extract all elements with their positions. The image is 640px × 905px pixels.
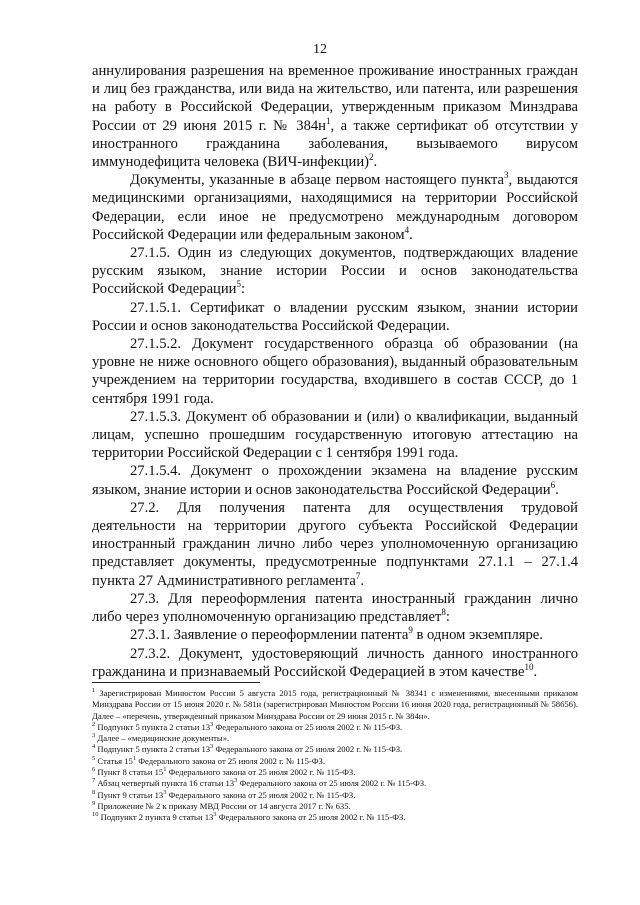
paragraph bbox=[92, 299, 578, 335]
text-run: Абзац четвертый пункта 16 статьи 13 bbox=[95, 778, 235, 789]
footnote-divider bbox=[92, 682, 260, 683]
footnotes bbox=[92, 688, 578, 824]
text-run: 27.3.1. Заявление о переоформлении патента bbox=[130, 627, 409, 644]
footnote-ref: 9 bbox=[408, 625, 413, 636]
footnote-ref: 3 bbox=[92, 732, 96, 740]
text-run: 27.1.5. Один из следующих документов, подтверждающих владение русским языком, знание истории России и основ законодательства Российской Федерации bbox=[92, 245, 578, 298]
text-run: Федерального закона от 25 июля 2002 г. № 115-ФЗ. bbox=[166, 789, 356, 800]
footnote bbox=[92, 722, 578, 733]
footnote-ref: 6 bbox=[92, 766, 96, 774]
text-run: аннулирования разрешения на временное проживание иностранных граждан и лиц без гражданства, или вида на жительство, или патента, или разрешения на работу в Российской Федерации, утвержденным приказом Минздрава России от 29 июня 2015 г. № 384н bbox=[92, 63, 578, 134]
footnote bbox=[92, 733, 578, 744]
footnote bbox=[92, 801, 578, 812]
text-run: , выдаются медицинскими организациями, находящимися на территории Российской Федерации, если иное не предусмотрено международным договором Российской Федерации или федеральным законом bbox=[92, 172, 578, 243]
paragraph bbox=[92, 62, 578, 171]
footnote bbox=[92, 688, 578, 722]
text-run: Федерального закона от 25 июля 2002 г. № 115-ФЗ. bbox=[213, 721, 403, 732]
paragraph bbox=[92, 590, 578, 626]
body-text bbox=[92, 62, 578, 681]
footnote-ref: 3 bbox=[213, 811, 217, 819]
text-run: Федерального закона от 25 июля 2002 г. № 115-ФЗ. bbox=[237, 778, 427, 789]
footnote-ref: 2 bbox=[92, 721, 96, 729]
text-run: Федерального закона от 25 июля 2002 г. № 115-ФЗ. bbox=[166, 767, 356, 778]
footnote-ref: 3 bbox=[234, 777, 238, 785]
page-number: 12 bbox=[313, 42, 327, 57]
text-run: Далее – «медицинские документы». bbox=[95, 733, 230, 744]
footnote-ref: 3 bbox=[210, 743, 214, 751]
text-run: Зарегистрирован Минюстом России 5 августа 2015 года, регистрационный № 38341 с изменениями, внесенными приказом Минздрава России от 15 июня 2020 г. № 581н (зарегистрирован Минюстом России 16 июня 2020 года, регистрационный № 58656). Далее – «перечень, утвержденный приказом Минздрава России от 29 июня 2015 г. № 384н». bbox=[92, 688, 578, 721]
footnote-ref: 1 bbox=[163, 766, 167, 774]
footnote-ref: 3 bbox=[210, 721, 214, 729]
text-run: Подпункт 5 пункта 2 статьи 13 bbox=[95, 721, 211, 732]
footnote-ref: 8 bbox=[92, 788, 96, 796]
text-run: . bbox=[409, 226, 413, 243]
footnote bbox=[92, 812, 578, 823]
text-run: Федерального закона от 25 июля 2002 г. № 115-ФЗ. bbox=[136, 755, 326, 766]
text-run: Подпункт 2 пункта 9 статьи 13 bbox=[98, 812, 214, 823]
footnote-ref: 7 bbox=[355, 570, 361, 581]
footnote bbox=[92, 767, 578, 778]
text-run: 27.1.5.2. Документ государственного образца об образовании (на уровне не ниже основного общего образования), выданный образовательным учреждением на территории государства, входившего в состав СССР, до 1 сентября 1991 года. bbox=[92, 336, 578, 407]
text-run: . bbox=[555, 481, 559, 498]
paragraph bbox=[92, 244, 578, 299]
paragraph bbox=[92, 645, 578, 681]
footnote-ref: 8 bbox=[441, 607, 446, 618]
text-run: . bbox=[360, 572, 365, 589]
paragraph bbox=[92, 499, 578, 590]
text-run: 27.3. Для переоформления патента иностранный гражданин лично либо через уполномоченную организацию представляет bbox=[92, 590, 578, 626]
text-run: Подпункт 5 пункта 2 статьи 13 bbox=[95, 744, 211, 755]
footnote-ref: 1 bbox=[326, 115, 331, 126]
footnote bbox=[92, 744, 578, 755]
text-run: , а также сертификат об отсутствии у иностранного гражданина заболевания, вызываемого вирусом иммунодефицита человека (ВИЧ-инфекции) bbox=[92, 117, 578, 171]
text-run: . bbox=[373, 154, 378, 171]
text-run: Статья 15 bbox=[95, 755, 133, 766]
text-run: Федерального закона от 25 июля 2002 г. № 115-ФЗ. bbox=[216, 812, 406, 823]
footnote-ref: 2 bbox=[369, 152, 374, 163]
paragraph bbox=[92, 335, 578, 408]
text-run: в одном экземпляре. bbox=[412, 627, 543, 644]
footnote-ref: 5 bbox=[92, 754, 96, 762]
text-run: 27.1.5.1. Сертификат о владении русским языком, знании истории России и основ законодательства Российской Федерации. bbox=[92, 299, 578, 334]
footnote bbox=[92, 790, 578, 801]
footnote-ref: 4 bbox=[92, 743, 96, 751]
text-run: Пункт 8 статьи 15 bbox=[95, 767, 164, 778]
text-run: : bbox=[445, 609, 450, 626]
footnote-ref: 10 bbox=[524, 661, 534, 672]
text-run: 27.2. Для получения патента для осуществления трудовой деятельности на территории другого субъекта Российской Федерации иностранный гражданин лично либо через уполномоченную организацию представляет документы, предусмотренные подпунктами 27.1.1 – 27.1.4 пункта 27 Административного регламента bbox=[92, 499, 578, 589]
footnote-ref: 3 bbox=[504, 170, 509, 181]
paragraph bbox=[92, 408, 578, 463]
text-run: Документы, указанные в абзаце первом настоящего пункта bbox=[130, 172, 505, 189]
text-run: Приложение № 2 к приказу МВД России от 14 августа 2017 г. № 635. bbox=[95, 800, 351, 811]
text-run: 27.3.2. Документ, удостоверяющий личность данного иностранного гражданина и признаваемый Российской Федерацией в этом качестве bbox=[92, 645, 578, 680]
footnote-ref: 7 bbox=[92, 777, 96, 785]
text-run: Пункт 9 статьи 13 bbox=[95, 789, 164, 800]
paragraph bbox=[92, 626, 578, 644]
text-run: : bbox=[241, 281, 246, 298]
footnote-ref: 4 bbox=[404, 224, 410, 235]
text-run: 27.1.5.4. Документ о прохождении экзамена на владение русским языком, знание истории и основ законодательства Российской Федерации bbox=[92, 463, 578, 498]
paragraph bbox=[92, 171, 578, 244]
footnote-ref: 5 bbox=[236, 279, 241, 290]
footnote-ref: 3 bbox=[163, 788, 167, 796]
footnote-ref: 1 bbox=[92, 687, 96, 695]
footnote-ref: 10 bbox=[92, 811, 99, 819]
text-run: 27.1.5.3. Документ об образовании и (или) о квалификации, выданный лицам, успешно прошедшим государственную итоговую аттестацию на территории Российской Федерации с 1 сентября 1991 года. bbox=[92, 408, 578, 462]
footnote-ref: 1 bbox=[132, 754, 137, 762]
text-run: . bbox=[533, 663, 538, 680]
paragraph bbox=[92, 462, 578, 498]
footnote-ref: 9 bbox=[92, 800, 96, 808]
footnote-ref: 6 bbox=[550, 479, 556, 490]
text-run: Федерального закона от 25 июля 2002 г. № 115-ФЗ. bbox=[213, 744, 403, 755]
